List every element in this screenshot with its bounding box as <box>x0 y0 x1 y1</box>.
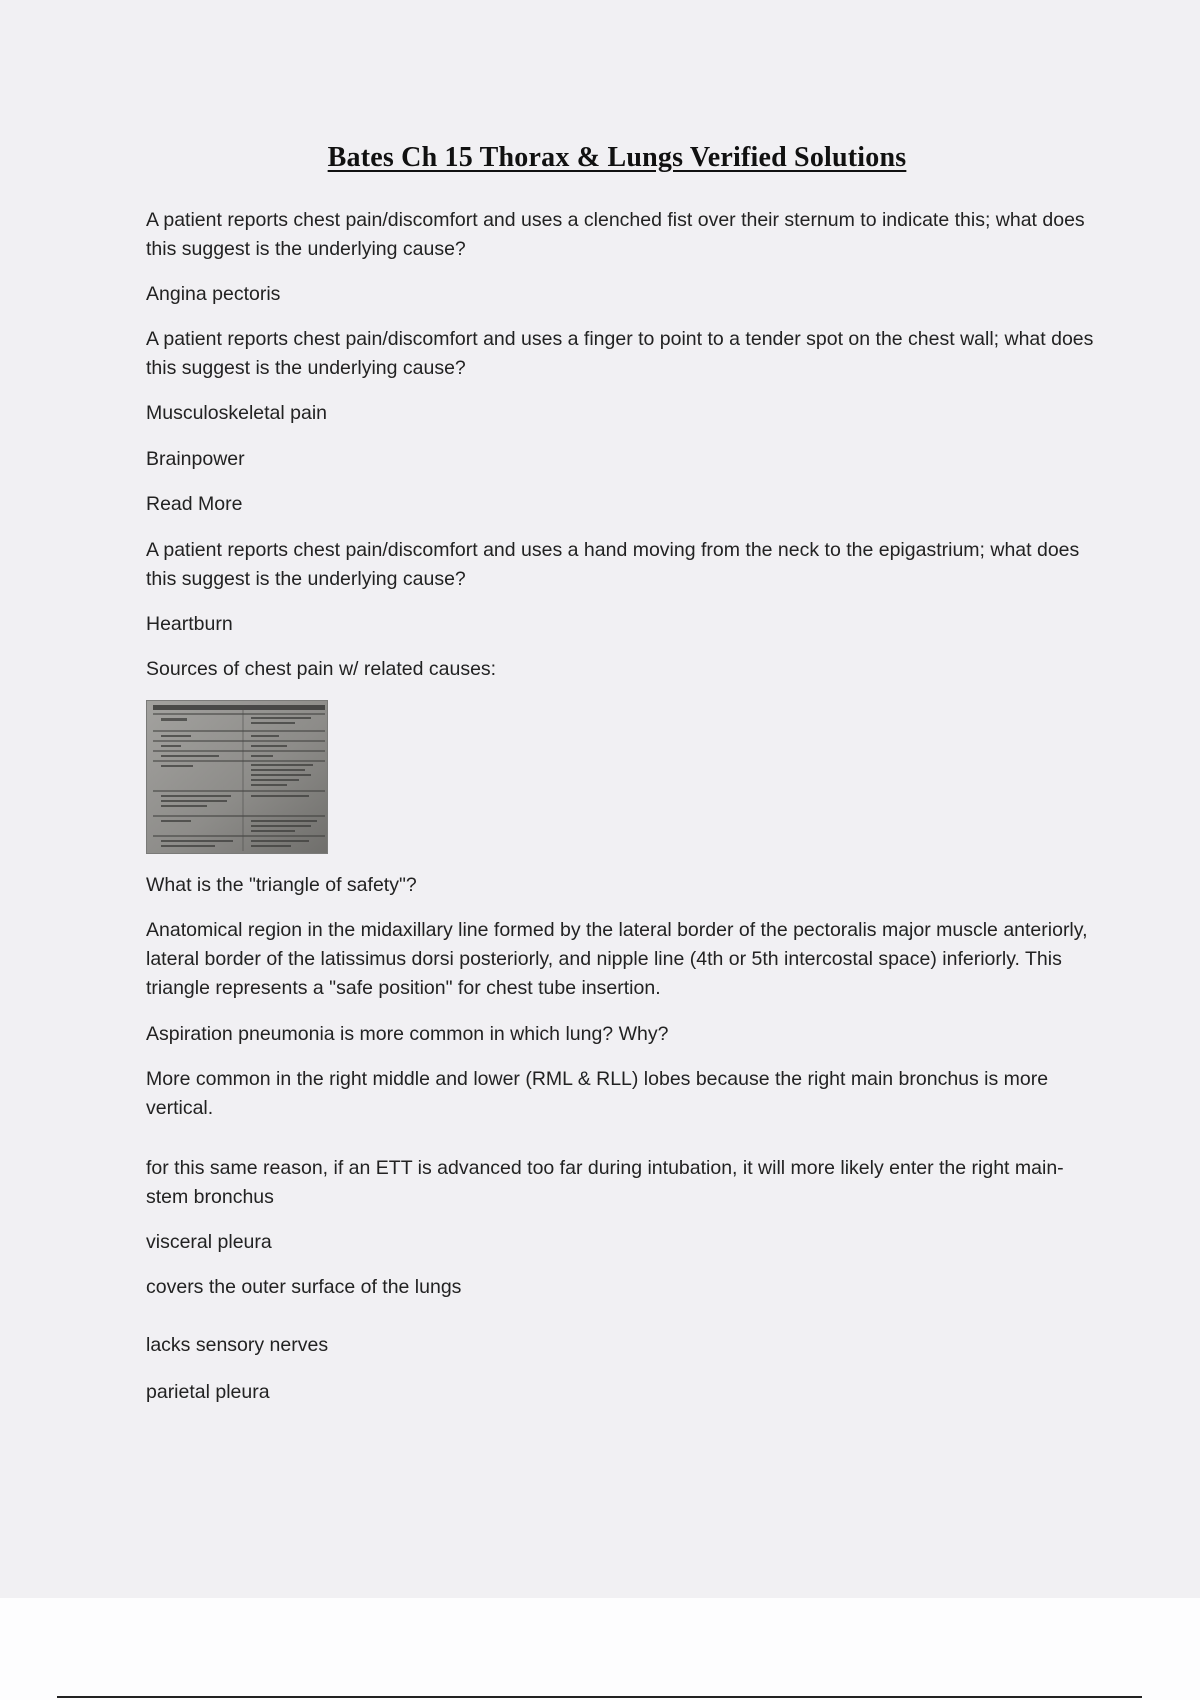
question-visceral-pleura: visceral pleura <box>146 1231 272 1253</box>
question-parietal-pleura: parietal pleura <box>146 1381 270 1403</box>
brainpower-text: Brainpower <box>146 448 245 470</box>
question-hand-neck-to-epigastrium: A patient reports chest pain/discomfort and uses a hand moving from the neck to the epigastrium; what does this suggest is the underlying cause? <box>146 539 1080 590</box>
answer-ett-right-main-stem: for this same reason, if an ETT is advanced too far during intubation, it will more likely enter the right main-stem bronchus <box>146 1157 1064 1208</box>
answer-covers-outer-surface: covers the outer surface of the lungs <box>146 1276 462 1298</box>
question-finger-tender-spot: A patient reports chest pain/discomfort and uses a finger to point to a tender spot on the chest wall; what does this suggest is the underlying cause? <box>146 328 1094 379</box>
question-fist-over-sternum: A patient reports chest pain/discomfort and uses a clenched fist over their sternum to indicate this; what does this suggest is the underlying cause? <box>146 209 1085 260</box>
read-more-text: Read More <box>146 493 243 515</box>
chest-pain-sources-table-photo <box>146 700 328 854</box>
answer-musculoskeletal-pain: Musculoskeletal pain <box>146 402 328 424</box>
answer-triangle-of-safety: Anatomical region in the midaxillary line formed by the lateral border of the pectoralis major muscle anteriorly, lateral border of the latissimus dorsi posteriorly, and nipple line (4th or 5th intercostal space) inferiorly. This triangle represents a "safe position" for chest tube insertion. <box>146 919 1088 999</box>
question-triangle-of-safety: What is the "triangle of safety"? <box>146 874 417 896</box>
footer-divider <box>57 1696 1142 1698</box>
question-sources-of-chest-pain: Sources of chest pain w/ related causes: <box>146 658 497 680</box>
answer-heartburn: Heartburn <box>146 613 233 635</box>
page-footer-area <box>0 1598 1200 1700</box>
answer-aspiration-pneumonia: More common in the right middle and lower (RML & RLL) lobes because the right main bronchus is more vertical. <box>146 1068 1049 1119</box>
answer-lacks-sensory-nerves: lacks sensory nerves <box>146 1334 329 1356</box>
page-title: Bates Ch 15 Thorax & Lungs Verified Solutions <box>327 142 907 173</box>
photo-of-printed-table-icon <box>147 701 328 854</box>
answer-angina-pectoris: Angina pectoris <box>146 283 281 305</box>
question-aspiration-pneumonia: Aspiration pneumonia is more common in which lung? Why? <box>146 1023 669 1045</box>
